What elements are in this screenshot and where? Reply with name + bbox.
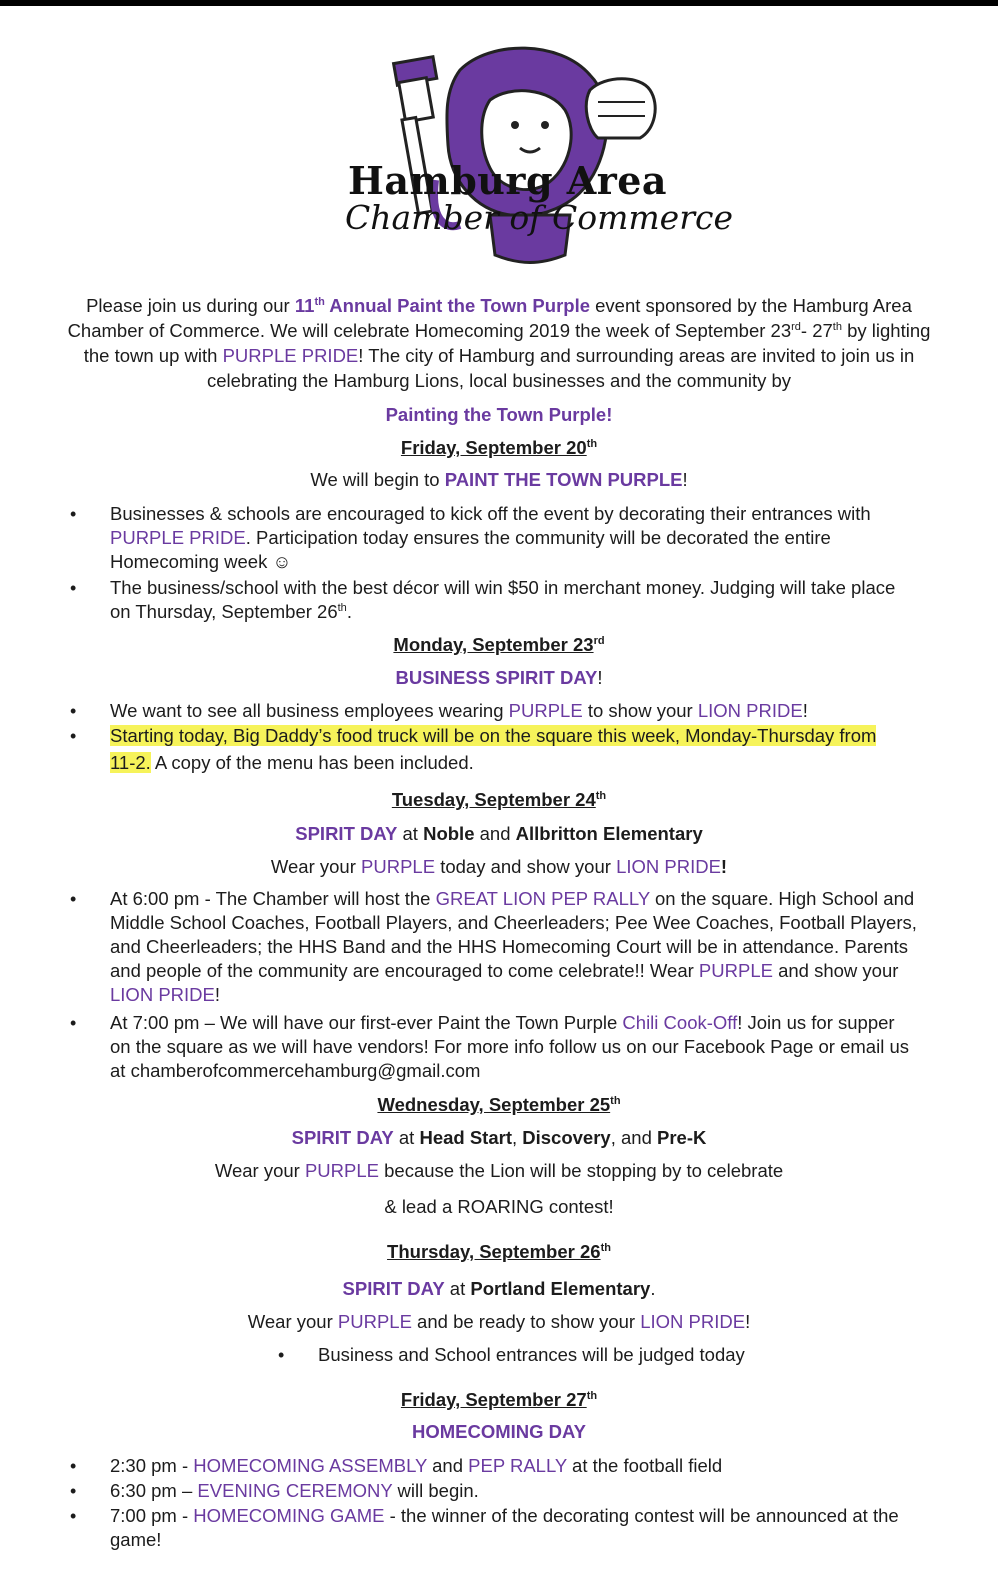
text — [110, 526, 871, 550]
text: at — [444, 1278, 471, 1299]
purple-text: LION PRIDE — [616, 856, 721, 877]
bullet: • — [70, 1481, 77, 1501]
text: We want to see all business employees wearing — [110, 700, 509, 721]
text — [110, 751, 876, 775]
text: ! — [802, 700, 808, 721]
text: and people of the community are encouraged to come celebrate!! Wear — [110, 960, 699, 981]
text: ! — [745, 1311, 751, 1332]
list-item — [70, 1479, 479, 1503]
superscript: th — [832, 320, 842, 333]
purple-text: EVENING CEREMONY — [197, 1480, 393, 1501]
heading-friday-20 — [0, 436, 998, 460]
list-item — [70, 1011, 909, 1083]
text: at — [397, 823, 424, 844]
text: to show your — [582, 700, 698, 721]
text — [110, 959, 917, 983]
heading-text: Friday, September 20 — [400, 437, 587, 458]
text: The business/school with the best décor will win $50 in merchant money. Judging will take place — [110, 577, 896, 598]
chamber-logo-lion-icon — [340, 30, 710, 280]
text: . Participation today ensures the community will be decorated the entire — [245, 527, 831, 548]
text: Homecoming week ☺ — [110, 551, 292, 572]
tue24-subtitle-2 — [0, 855, 998, 879]
intro-line-3 — [0, 344, 998, 368]
text — [110, 1504, 899, 1528]
superscript: th — [595, 789, 607, 802]
text: ! — [214, 984, 220, 1005]
text: at the football field — [566, 1455, 723, 1476]
text: - 27 — [800, 320, 833, 341]
intro-line-4: celebrating the Hamburg Lions, local businesses and the community by — [206, 370, 792, 391]
bullet: • — [70, 1456, 77, 1476]
text: and be ready to show your — [411, 1311, 641, 1332]
text: At 7:00 pm – We will have our first-ever Paint the Town Purple — [110, 1012, 623, 1033]
purple-text: PURPLE — [361, 856, 436, 877]
purple-text: LION PRIDE — [640, 1311, 746, 1332]
text: , and — [610, 1127, 658, 1148]
bullet: • — [70, 1013, 77, 1033]
superscript: rd — [593, 634, 605, 647]
text: Businesses & schools are encouraged to kick off the event by decorating their entrances with — [110, 503, 871, 524]
text: ! The city of Hamburg and surrounding areas are invited to join us in — [358, 345, 915, 366]
heading-text: Thursday, September 26 — [387, 1241, 601, 1262]
text: , — [511, 1127, 523, 1148]
purple-text: PAINT THE TOWN PURPLE — [444, 469, 683, 490]
text: Middle School Coaches, Football Players, and Cheerleaders; Pee Wee Coaches, Football Players, — [110, 912, 917, 933]
purple-text: HOMECOMING GAME — [193, 1505, 385, 1526]
list-item — [70, 576, 896, 624]
text: and — [474, 823, 516, 844]
text: ! — [597, 667, 603, 688]
text: A copy of the menu has been included. — [150, 752, 474, 773]
text: by lighting — [841, 320, 931, 341]
purple-text: GREAT LION PEP RALLY — [435, 888, 650, 909]
text — [110, 1011, 909, 1035]
text: will begin. — [392, 1480, 479, 1501]
list-item — [70, 1454, 723, 1478]
intro-line-1 — [0, 294, 998, 318]
text: today and show your — [435, 856, 617, 877]
heading-text: Monday, September 23 — [393, 634, 594, 655]
heading-text: Friday, September 27 — [400, 1389, 587, 1410]
text: Wear your — [214, 1160, 305, 1181]
text: and show your — [772, 960, 899, 981]
text: on the square as we will have vendors! For more info follow us on our Facebook Page or email us — [110, 1036, 909, 1057]
text: and Cheerleaders; the HHS Band and the HHS Homecoming Court will be in attendance. Parents — [110, 936, 908, 957]
text: Wear your — [270, 856, 362, 877]
bold-text: Allbritton Elementary — [515, 823, 703, 844]
text: and — [427, 1455, 469, 1476]
bold-text: ! — [720, 856, 728, 877]
list-item — [70, 1504, 899, 1552]
superscript: th — [610, 1094, 621, 1107]
purple-text: BUSINESS SPIRIT DAY — [395, 667, 598, 688]
superscript: th — [600, 1241, 611, 1254]
highlighted-text: Starting today, Big Daddy’s food truck will be on the square this week, Monday-Thursday from — [110, 725, 877, 746]
bold-text: Pre-K — [657, 1127, 707, 1148]
text: on the square. High School and — [649, 888, 915, 909]
text: at — [393, 1127, 420, 1148]
event-name: Annual Paint the Town Purple — [324, 295, 590, 316]
thu26-subtitle-2 — [0, 1310, 998, 1334]
heading-monday-23 — [0, 633, 998, 657]
text: At 6:00 pm - The Chamber will host the — [110, 888, 436, 909]
text: because the Lion will be stopping by to celebrate — [378, 1160, 784, 1181]
logo-title: Hamburg Area — [348, 158, 668, 203]
text: 7:00 pm - — [110, 1505, 194, 1526]
text: Please join us during our — [86, 295, 295, 316]
bullet: • — [70, 701, 77, 721]
list-item — [70, 887, 917, 1007]
heading-text: Tuesday, September 24 — [391, 789, 596, 810]
purple-text: PEP RALLY — [468, 1455, 567, 1476]
superscript: rd — [791, 320, 801, 333]
text — [110, 983, 917, 1007]
text: ! Join us for supper — [737, 1012, 895, 1033]
purple-text: Chili Cook-Off — [622, 1012, 738, 1033]
purple-text: LION PRIDE — [110, 984, 215, 1005]
bold-text: Discovery — [522, 1127, 611, 1148]
thu26-subtitle-1 — [0, 1277, 998, 1301]
fri20-subtitle — [0, 468, 998, 492]
email-text: at chamberofcommercehamburg@gmail.com — [110, 1060, 481, 1081]
bullet: • — [70, 889, 77, 909]
text: - the winner of the decorating contest will be announced at the — [384, 1505, 899, 1526]
bullet: • — [70, 578, 77, 598]
text: Business and School entrances will be judged today — [318, 1344, 745, 1365]
text: on Thursday, September 26 — [110, 601, 338, 622]
heading-tuesday-24 — [0, 788, 998, 812]
purple-text: SPIRIT DAY — [295, 823, 398, 844]
heading-wednesday-25 — [0, 1093, 998, 1117]
superscript: th — [586, 1389, 598, 1402]
bold-text: Portland Elementary — [470, 1278, 651, 1299]
purple-text: LION PRIDE — [697, 700, 803, 721]
purple-text: SPIRIT DAY — [342, 1278, 445, 1299]
superscript: th — [337, 601, 347, 614]
text: Wear your — [247, 1311, 338, 1332]
list-item — [70, 502, 871, 574]
heading-thursday-26 — [0, 1240, 998, 1264]
text: 6:30 pm – — [110, 1480, 198, 1501]
text: Chamber of Commerce. We will celebrate Homecoming 2019 the week of September 23 — [67, 320, 792, 341]
wed25-subtitle-3: & lead a ROARING contest! — [384, 1196, 614, 1217]
bullet: • — [70, 726, 77, 746]
bold-text: Head Start — [419, 1127, 512, 1148]
text — [110, 600, 895, 624]
purple-text: PURPLE — [304, 1160, 379, 1181]
bullet: • — [278, 1345, 285, 1365]
intro-line-2 — [0, 319, 998, 343]
text: . — [346, 601, 352, 622]
purple-text: PURPLE PRIDE — [222, 345, 359, 366]
fri27-subtitle: HOMECOMING DAY — [411, 1421, 587, 1442]
list-item — [278, 1343, 745, 1367]
bullet: • — [70, 1506, 77, 1526]
wed25-subtitle-1 — [0, 1126, 998, 1150]
superscript: th — [586, 437, 598, 450]
heading-text: Wednesday, September 25 — [377, 1094, 611, 1115]
text: . — [650, 1278, 656, 1299]
text: game! — [110, 1529, 162, 1550]
wed25-subtitle-2 — [0, 1159, 998, 1183]
text — [295, 295, 590, 316]
heading-friday-27 — [0, 1388, 998, 1412]
purple-text: PURPLE — [698, 960, 773, 981]
list-item — [70, 699, 808, 723]
text: the town up with — [83, 345, 223, 366]
text: We will begin to — [310, 469, 445, 490]
top-black-bar — [0, 0, 998, 6]
tagline: Painting the Town Purple! — [385, 404, 613, 425]
bold-text: Noble — [423, 823, 475, 844]
text: event sponsored by the Hamburg Area — [590, 295, 912, 316]
purple-text: PURPLE — [508, 700, 583, 721]
text: 11 — [294, 295, 315, 316]
text: 2:30 pm - — [110, 1455, 194, 1476]
tue24-subtitle-1 — [0, 822, 998, 846]
list-item-highlighted — [70, 724, 877, 775]
text: ! — [682, 469, 688, 490]
text — [110, 887, 917, 911]
mon23-subtitle — [0, 666, 998, 690]
purple-text: PURPLE — [337, 1311, 412, 1332]
superscript: th — [314, 295, 325, 308]
bullet: • — [70, 504, 77, 524]
purple-text: SPIRIT DAY — [291, 1127, 394, 1148]
purple-text: HOMECOMING ASSEMBLY — [193, 1455, 427, 1476]
logo-subtitle: Chamber of Commerce — [345, 198, 733, 237]
purple-text: PURPLE PRIDE — [110, 527, 246, 548]
highlighted-text: 11-2. — [110, 752, 151, 773]
